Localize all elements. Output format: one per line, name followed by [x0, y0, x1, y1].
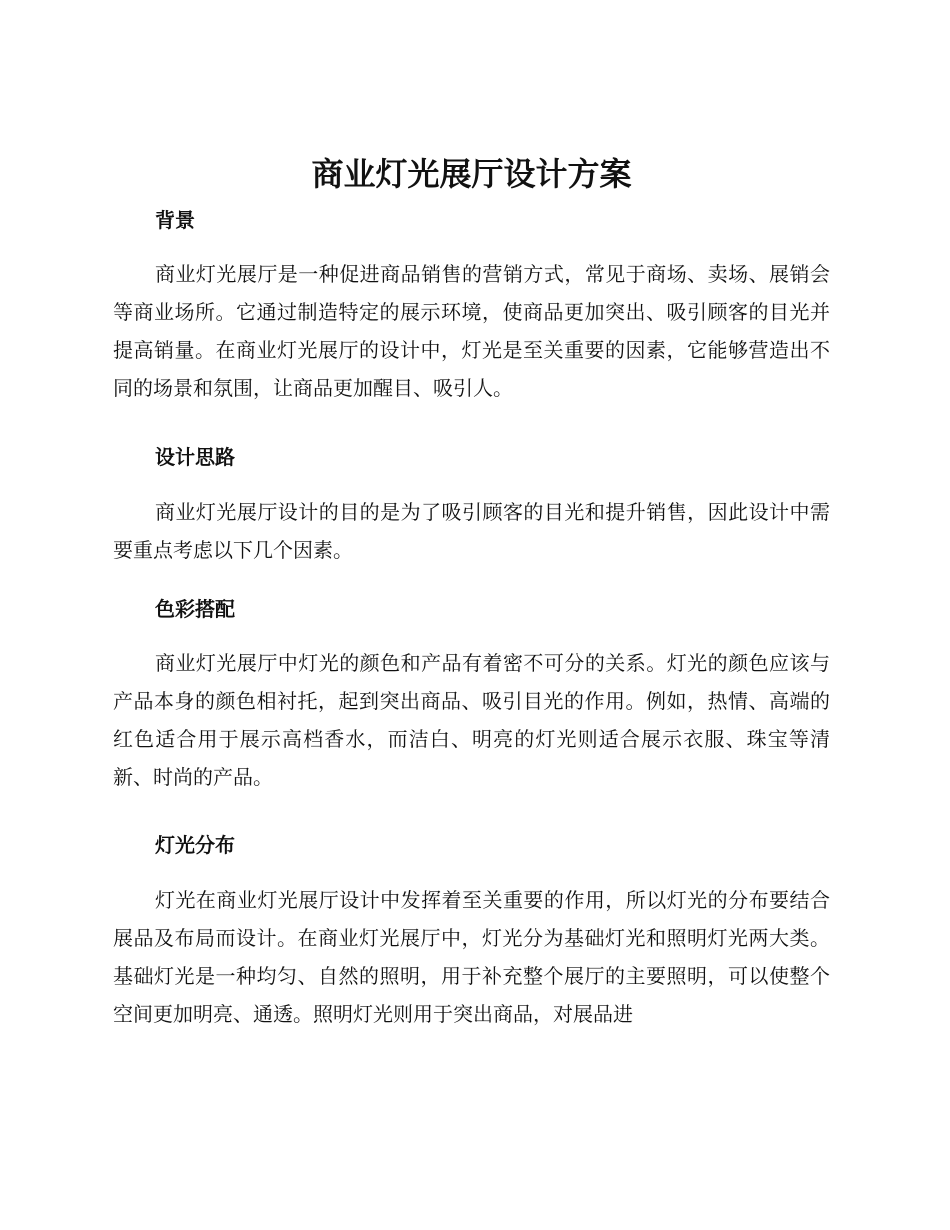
section-body-design-approach: 商业灯光展厅设计的目的是为了吸引顾客的目光和提升销售，因此设计中需要重点考虑以下几个因素。 — [113, 500, 830, 562]
section-body-light-distribution: 灯光在商业灯光展厅设计中发挥着至关重要的作用，所以灯光的分布要结合展品及布局而设计。在商业灯光展厅中，灯光分为基础灯光和照明灯光两大类。基础灯光是一种均匀、自然的照明，用于补充整个展厅的主要照明，可以使整个空间更加明亮、通透。照明灯光则用于突出商品，对展品进 — [113, 888, 830, 1026]
section-heading-color-matching: 色彩搭配 — [155, 597, 235, 621]
section-heading-design-approach: 设计思路 — [155, 445, 235, 469]
section-heading-background: 背景 — [155, 208, 195, 232]
section-body-background: 商业灯光展厅是一种促进商品销售的营销方式，常见于商场、卖场、展销会等商业场所。它通过制造特定的展示环境，使商品更加突出、吸引顾客的目光并提高销量。在商业灯光展厅的设计中，灯光是至关重要的因素，它能够营造出不同的场景和氛围，让商品更加醒目、吸引人。 — [113, 262, 830, 400]
section-heading-light-distribution: 灯光分布 — [155, 833, 235, 857]
section-body-color-matching: 商业灯光展厅中灯光的颜色和产品有着密不可分的关系。灯光的颜色应该与产品本身的颜色相衬托，起到突出商品、吸引目光的作用。例如，热情、高端的红色适合用于展示高档香水，而洁白、明亮的灯光则适合展示衣服、珠宝等清新、时尚的产品。 — [113, 651, 830, 789]
document-title: 商业灯光展厅设计方案 — [311, 155, 632, 193]
